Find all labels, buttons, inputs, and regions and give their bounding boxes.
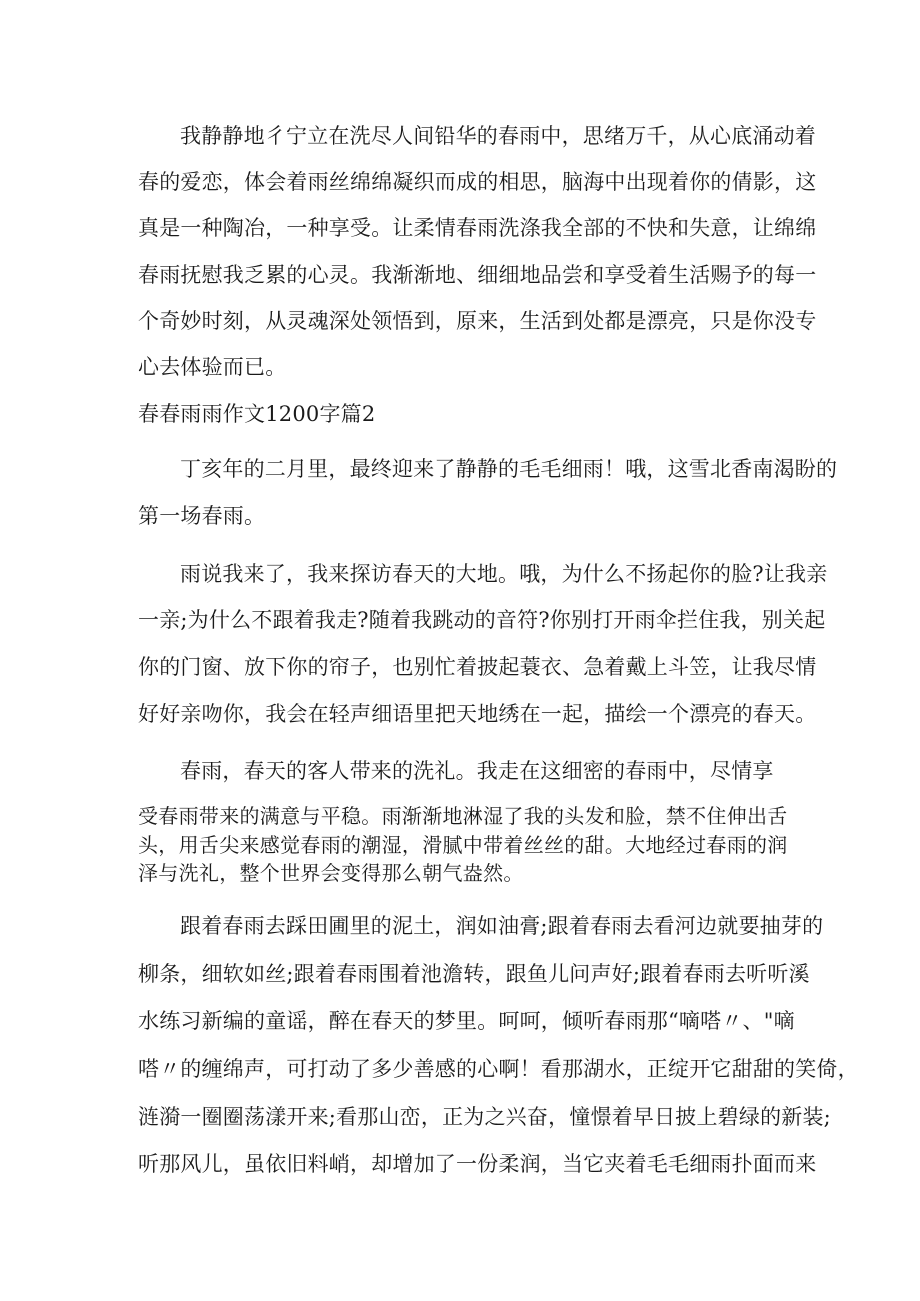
paragraph-1-line-3: 真是一种陶冶，一种享受。让柔情春雨洗涤我全部的不快和失意，让绵绵 [138, 216, 817, 240]
paragraph-5-line-2: 柳条，细软如丝;跟着春雨围着池澹转，跟鱼儿问声好;跟着春雨去听听溪 [138, 962, 810, 986]
paragraph-4-line-3: 头，用舌尖来感觉春雨的潮湿，滑腻中带着丝丝的甜。大地经过春雨的润 [138, 833, 788, 857]
paragraph-5-line-3: 水练习新编的童谣，醉在春天的梦里。呵呵，倾听春雨那“嘀嗒〃、"嘀 [138, 1009, 795, 1033]
paragraph-1-line-2: 春的爱恋，体会着雨丝绵绵凝织而成的相思，脑海中出现着你的倩影，这 [138, 170, 817, 194]
paragraph-1-line-4: 春雨抚慰我乏累的心灵。我渐渐地、细细地品尝和享受着生活赐予的每一 [138, 263, 817, 287]
paragraph-5-line-6: 听那风儿，虽依旧料峭，却增加了一份柔润，当它夹着毛毛细雨扑面而来 [138, 1152, 817, 1176]
paragraph-1-line-1: 我静静地彳宁立在洗尽人间铅华的春雨中，思绪万千，从心底涌动着 [180, 124, 816, 148]
paragraph-1-line-6: 心去体验而已。 [138, 355, 287, 379]
paragraph-3-line-2: 一亲;为什么不跟着我走?随着我跳动的音符?你别打开雨伞拦住我，别关起 [138, 608, 826, 632]
section-heading: 春春雨雨作文1200字篇2 [138, 402, 376, 426]
paragraph-4-line-2: 受春雨带来的满意与平稳。雨渐渐地淋湿了我的头发和脸，禁不住伸出舌 [138, 804, 788, 828]
paragraph-2-line-2: 第一场春雨。 [138, 504, 266, 528]
paragraph-3-line-3: 你的门窗、放下你的帘子，也别忙着披起蓑衣、急着戴上斗笠，让我尽情 [138, 655, 817, 679]
paragraph-5-line-5: 涟漪一圈圈荡漾开来;看那山峦，正为之兴奋，憧憬着早日披上碧绿的新装; [138, 1105, 831, 1129]
paragraph-2-line-1: 丁亥年的二月里，最终迎来了静静的毛毛细雨！哦，这雪北香南渴盼的 [180, 457, 838, 481]
paragraph-4-line-4: 泽与洗礼，整个世界会变得那么朝气盎然。 [138, 861, 524, 885]
paragraph-1-line-5: 个奇妙时刻，从灵魂深处领悟到，原来，生活到处都是漂亮，只是你没专 [138, 309, 817, 333]
paragraph-4-line-1: 春雨，春天的客人带来的洗礼。我走在这细密的春雨中，尽情享 [180, 759, 774, 783]
paragraph-3-line-4: 好好亲吻你，我会在轻声细语里把天地绣在一起，描绘一个漂亮的春天。 [138, 702, 817, 726]
paragraph-5-line-1: 跟着春雨去踩田圃里的泥土，润如油膏;跟着春雨去看河边就要抽芽的 [180, 914, 824, 938]
paragraph-3-line-1: 雨说我来了，我来探访春天的大地。哦，为什么不扬起你的脸?让我亲 [180, 562, 828, 586]
paragraph-5-line-4: 嗒〃的缠绵声，可打动了多少善感的心啊！看那湖水，正绽开它甜甜的笑倚， [138, 1057, 859, 1081]
